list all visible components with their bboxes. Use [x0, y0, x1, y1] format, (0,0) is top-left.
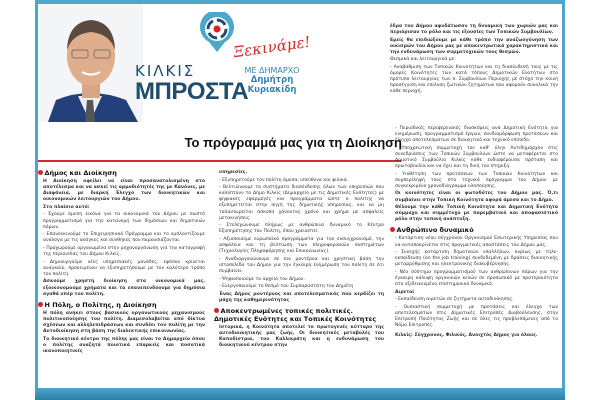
list-item: - Εξυπηρετούμε τον πολίτη άμεσα, υπεύθυνα και φιλικά. — [219, 177, 349, 183]
candidate-name: Δημήτρη Κυριακίδη — [247, 75, 297, 95]
paragraph: Ασκούμε χρηστή διοίκηση στα οικονομικά μας, εξοικονομούμε χρήματα και τα επανεπενδύουμε για δημόσια αγαθά υπέρ του πολίτη. — [43, 279, 205, 297]
column-3 — [395, 126, 558, 341]
title-underline — [38, 160, 401, 162]
section-heading — [38, 169, 205, 177]
bullet-dot-icon — [38, 302, 43, 307]
list-item: - Ουσιαστική συμμετοχή με προτάσεις και έλεγχο των αποτελεσμάτων στις Δημοτικές Επιτροπές Διαβούλευσης, στην Επιτροπή Ποιότητας Ζωής και σε όλες τις προβλεπόμενες από το Νόμο Επιτροπές. — [395, 304, 558, 329]
list-item: - Συνεχής κατάρτιση δημοτικών υπαλλήλων, κυρίως με τηλε-εκπαίδευση (on the job training) συνδεδεμένη με δράσεις διοικητικής μεταρρύθμισης και ηλεκτρονικής διακυβέρνησης. — [395, 250, 558, 268]
list-item: - Προχωρούμε οργανωμένα στην μηχανοργάνωση για την καταγραφή της περιουσίας του Δήμου Κιλκίς. — [43, 245, 205, 258]
heading-text: Δήμος και Διοίκηση — [44, 169, 117, 177]
bullet-dot-icon — [390, 227, 395, 232]
paragraph: Οι κοινότητες είναι οι φωτοδότες του Δήμου μας. Ό,τι συμβαίνει στην Τοπική Κοινότητα αφορά άμεσα και το Δήμο. — [395, 191, 558, 203]
logo-line2: ΜΠΡΟΣΤΑ — [135, 78, 249, 105]
kilkis-mprosta-logo — [135, 12, 249, 105]
slogan-mayor-label: ΜΕ ΔΗΜΑΡΧΟ — [244, 66, 300, 75]
bullet-dot-icon — [38, 170, 43, 175]
list-item: - Βελτιώνουμε τα συστήματα διασύνδεσης όλων των υπηρεσιών που καλύπτουν το Δήμο Κιλκίς (Δημαρχείο με τις Δημοτικές Ενότητες) με ψηφιακές εφαρμογές και προγράμματα ώστε ο πολίτης να εξυπηρετείται στην πηγή της δημοτικής υπηρεσίας, και να μη ταλαιπωρείται άσκοπα χάνοντας χρόνο και χρήμα με ασφαλείς μετακινήσεις. — [219, 185, 384, 221]
heading-text: Η Πόλη, ο Πολίτης, η Διοίκηση — [44, 300, 157, 309]
page-title: Το πρόγραμμά μας για τη Διοίκηση — [184, 135, 402, 150]
column-1 — [43, 166, 205, 356]
paragraph: Θέλουμε την κάθε Τοπική Κοινότητα και Δημοτική Ενότητα σύμμαχο και συμμέτοχο με παρεμβατικό και αποφασιστικό ρόλο στην τοπική ανάπτυξη. — [395, 205, 558, 223]
paragraph: Θεσμικά και λειτουργικά με: — [390, 57, 456, 63]
paragraph: Ιστορικά, η Κοινότητα αποτελεί το πρωτογενές κύτταρο της αυτοδιοικητικής μας ζωής. Οι διοικητικές μεταβολές του Καποδίστρια, του Καλλικράτη και η ενδυνάμωση του διοικητικού κέντρου στην — [219, 324, 384, 349]
closing-slogan: Κιλκίς: Σύγχρονος, Φιλικός, Ανοιχτός Δήμος για όλους. — [395, 333, 538, 339]
list-item: - Νέο σύστημα προγραμματισμού των ανθρώπινων πόρων για την έγκαιρη κάλυψη οργανικών κενών σε προσωπικό με προτεραιότητα στο εξιδεικευμένο επιστημονικό δυναμικό. — [395, 269, 558, 288]
list-item: - Ψηφιοποιούμε το αρχείο του Δήμου. — [219, 276, 306, 282]
section-heading — [38, 301, 205, 309]
list-item: - Έχουμε άμεση εικόνα για τα οικονομικά του Δήμου με σωστό προγραμματισμό για την κατανομή των δημόσιων και δημοτικών πόρων. — [43, 212, 205, 230]
heading-text: Ανθρώπινο δυναμικό — [396, 226, 474, 235]
slogan-script: Ξεκινάμε! — [232, 32, 312, 62]
paragraph: - Αναβάθμιση των Τοπικών Κοινοτήτων και τη διασύνδεσή τους με τις όμορες Κοινότητες των κατά τόπους Δημοτικών Ενοτήτων στο πρότυπο λειτουργίας των π. Συμβουλίων Περιοχής με στόχο την κοινή προσέγγιση και επίλυση ζωτικών ζητημάτων που αφορούν συνολικά την κάθε περιοχή. — [390, 64, 558, 94]
bottom-bar — [35, 388, 565, 400]
paragraph: Η Διοίκηση οφείλει να είναι προσανατολισμένη στο αποτέλεσμα και να ασκεί τις αρμοδιότητές της με Κανόνες, με Διαφάνεια, με διαρκή Έλεγχο των διοικητικών και οικονομικών λειτουργιών του Δήμου. — [43, 179, 205, 203]
paragraph: Η πόλη ανήκει στους βασικούς οργανωτικούς μηχανισμούς πολιτικοποίησης του πολίτη. Διαμεσολαβείται από δίκτυα σχέσεων και αλληλεπιδράσεων και συνδέει τον πολίτη με την Αυτοδιοίκηση στη βάση της διαλεκτικής επικοινωνίας. — [43, 310, 205, 334]
section-heading — [390, 226, 558, 234]
list-item: - Περιοδικές περιφερειακές διασκέψεις ανά Δημοτική Ενότητα για ενημέρωση, προγραμματισμό έργων, συνδιαμόρφωση προτάσεων και έλεγχο αποτελεσμάτων σε διοικητικό και τεχνικό επίπεδο. — [395, 126, 558, 144]
paragraph: έδρα του Δήμου αφυδάτωσαν τη δυναμική των χωριών μας και περιόρισαν το ρόλο και τις εξουσίες των Τοπικών Συμβουλίων. — [390, 24, 558, 35]
list-item: - Ενεργοποιούμε το θεσμό του Συμπαραστάτη του Δημότη — [219, 284, 354, 290]
heading-text: Αποκεντρωμένες τοπικές πολιτικές. Δημοτικές Ενότητες και Τοπικές Κοινότητες — [214, 306, 377, 323]
list-item: - Υποχρεωτική συμμετοχή του καθ' ύλην Αντιδημάρχου στις συνεδριάσεις των Τοπικών Συμβουλίων ώστε να μεταφέρεται στο Δημοτικό Συμβούλιο Κιλκίς κάθε ενδιαφέρουσα πρόταση και πρωτοβουλία και να έχει και τη δική του στήριξη. — [395, 145, 558, 170]
paragraph: Εμείς θα επιδιώξουμε με κάθε τρόπο την αναζωογόνηση των οικισμών του Δήμου μας με αποκεντρωτικά χαρακτηριστικά και την ενδυνάμωση των συμμετοχικών τους θεσμών. — [390, 37, 558, 55]
column-2 — [214, 170, 384, 351]
list-item: - Υιοθέτηση των προτάσεων των Τοπικών Κοινοτήτων και συμπερίληψή τους στο τεχνικό πρόγραμμα του Δήμου με συγκεκριμένο χρονοδιάγραμμα υλοποίησης. — [395, 171, 558, 189]
paragraph: Ένας Δήμος μοντέρνος και αποτελεσματικός που κερδίζει τη μάχη της καθημερινότητας — [219, 291, 384, 303]
paragraph: υπηρεσίες. — [219, 170, 248, 175]
logo-line1: ΚΙΛΚΙΣ — [135, 62, 196, 80]
paragraph: Το διοικητικό κέντρο της πόλης μας είναι το Δημαρχείο όπου ο πολίτης αναζητά ποιοτικά επαρκείς και ποσοτικά ικανοποιητικές — [43, 336, 205, 354]
list-item: - Επανεκκινούμε το Επιχειρησιακό Πρόγραμμα και το εμπλουτίζουμε ανάλογα με τις ανάγκες και συνθήκες που παρουσιάζονται. — [43, 232, 205, 244]
top-right-text — [390, 24, 558, 96]
slogan — [232, 32, 312, 95]
list-item: - Δημιουργούμε νέες υπηρεσιακές μονάδες, εφόσον κρίνεται αναγκαίο, προκειμένου να εξυπηρετήσουμε με τον καλύτερο τρόπο τον πολίτη. — [43, 259, 205, 277]
paragraph: Στο πλαίσιο αυτό: — [43, 204, 90, 210]
list-item: - Εκπαίδευση αιρετών σε ζητήματα αυτοδιοίκησης. — [395, 297, 514, 303]
subheading: Αιρετοί — [395, 289, 415, 295]
list-item: - Αναδιοργανώνουμε σε πιο μοντέρνα και χρηστική βάση την ιστοσελίδα του Δήμου για την έγκαιρη ενημέρωση του πολίτη σε ότι συμβαίνει. — [219, 256, 384, 274]
list-item: - Κατάρτιση νέου σύγχρονου Οργανισμού Εσωτερικής Υπηρεσίας που να ανταποκρίνεται στις πραγματικές αποστάσεις του Δήμου μας. — [395, 236, 558, 248]
list-item: - Στελεχώνουμε πλήρως με ανθρώπινο δυναμικό το Κέντρο Εξυπηρέτησης του Πολίτη, όπου χρειαστεί. — [219, 223, 384, 235]
list-item: - Αξιοποιούμε ευρωπαϊκά προγράμματα για τον εκσυγχρονισμό, την ασφάλεια και τη βελτίωση των πληροφοριακών συστημάτων (Τεχνολογίες Πληροφόρησης και Επικοινωνίας). — [219, 236, 384, 255]
section-heading — [214, 307, 384, 323]
bullet-dot-icon — [214, 308, 219, 313]
candidate-photo — [38, 4, 143, 122]
